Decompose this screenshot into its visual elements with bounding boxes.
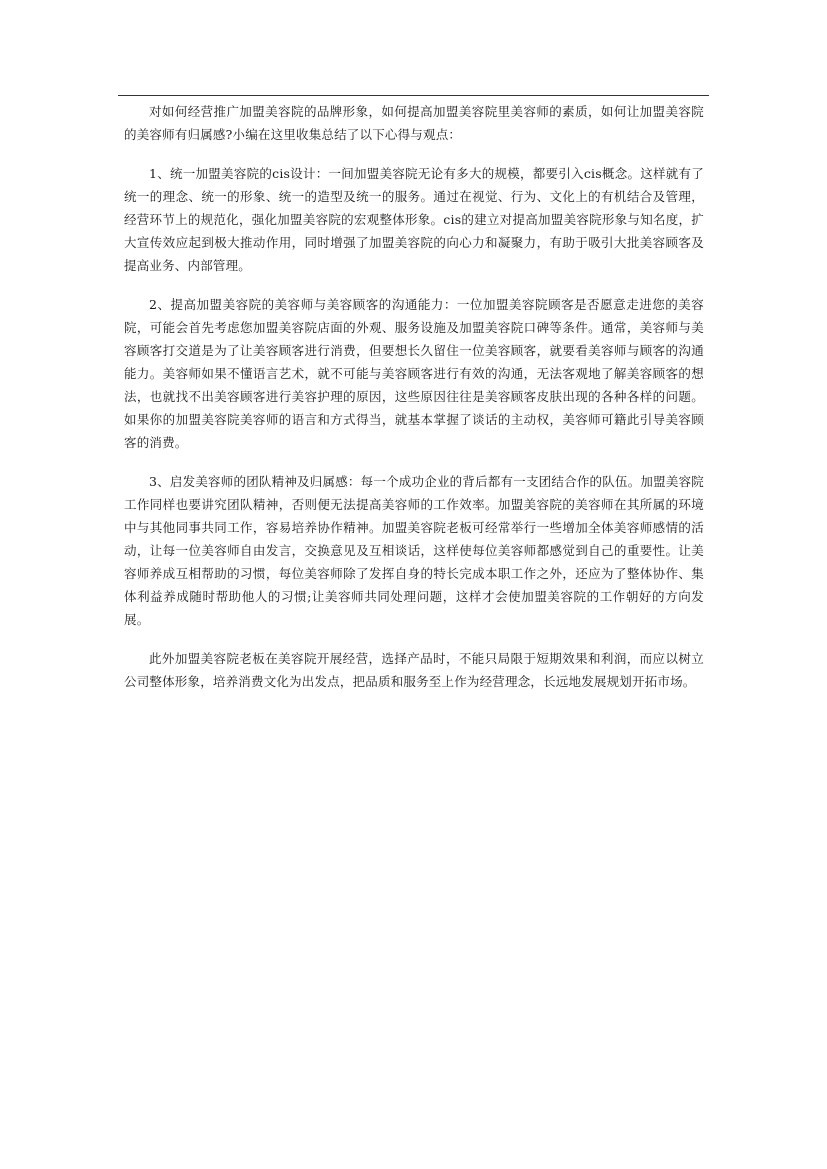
document-body [124,100,704,693]
header-divider [118,95,709,96]
conclusion-paragraph: 此外加盟美容院老板在美容院开展经营，选择产品时，不能只局限于短期效果和利润，而应以树立公司整体形象，培养消费文化为出发点，把品质和服务至上作为经营理念，长远地发展规划开拓市场。 [124,651,704,689]
point-1-paragraph: 1、统一加盟美容院的cis设计：一间加盟美容院无论有多大的规模，都要引入cis概念。这样就有了统一的理念、统一的形象、统一的造型及统一的服务。通过在视觉、行为、文化上的有机结合及管理，经营环节上的规范化，强化加盟美容院的宏观整体形象。cis的建立对提高加盟美容院形象与知名度，扩大宣传效应起到极大推动作用，同时增强了加盟美容院的向心力和凝聚力，有助于吸引大批美容顾客及提高业务、内部管理。 [124,166,704,273]
intro-paragraph: 对如何经营推广加盟美容院的品牌形象，如何提高加盟美容院里美容师的素质，如何让加盟美容院的美容师有归属感?小编在这里收集总结了以下心得与观点： [124,104,704,142]
point-2-paragraph: 2、提高加盟美容院的美容师与美容顾客的沟通能力：一位加盟美容院顾客是否愿意走进您的美容院，可能会首先考虑您加盟美容院店面的外观、服务设施及加盟美容院口碑等条件。通常，美容师与美容顾客打交道是为了让美容顾客进行消费，但要想长久留住一位美容顾客，就要看美容师与顾客的沟通能力。美容师如果不懂语言艺术，就不可能与美容顾客进行有效的沟通，无法客观地了解美容顾客的想法，也就找不出美容顾客进行美容护理的原因，这些原因往往是美容顾客皮肤出现的各种各样的问题。如果你的加盟美容院美容师的语言和方式得当，就基本掌握了谈话的主动权，美容师可籍此引导美容顾客的消费。 [124,297,704,450]
point-3-paragraph: 3、启发美容师的团队精神及归属感：每一个成功企业的背后都有一支团结合作的队伍。加盟美容院工作同样也要讲究团队精神，否则便无法提高美容师的工作效率。加盟美容院的美容师在其所属的环境中与其他同事共同工作，容易培养协作精神。加盟美容院老板可经常举行一些增加全体美容师感情的活动，让每一位美容师自由发言，交换意见及互相谈话，这样使每位美容师都感觉到自己的重要性。让美容师养成互相帮助的习惯，每位美容师除了发挥自身的特长完成本职工作之外，还应为了整体协作、集体利益养成随时帮助他人的习惯;让美容师共同处理问题，这样才会使加盟美容院的工作朝好的方向发展。 [124,474,704,627]
